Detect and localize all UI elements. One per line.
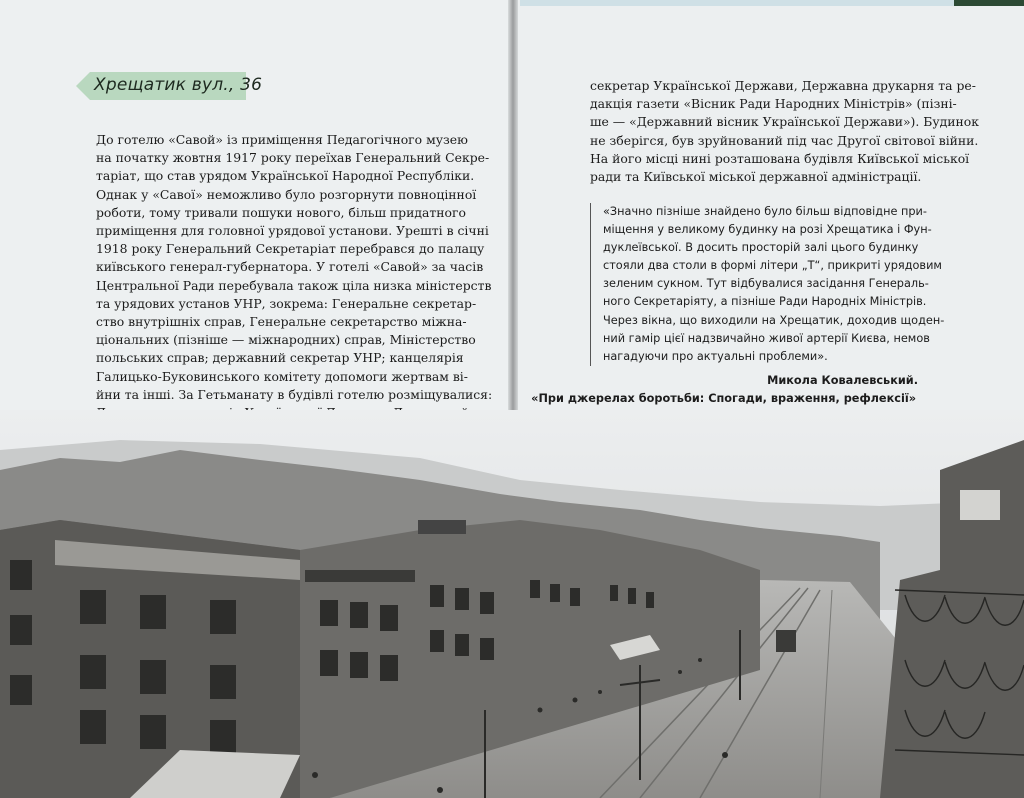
text-line: Галицько-Буковинського комітету допомоги жертвам ві-: [96, 368, 468, 384]
text-line: київського генерал-губернатора. У готелі «Савой» за часів: [96, 259, 484, 275]
text-line: та урядових установ УНР, зокрема: Генеральне секретар-: [96, 295, 477, 311]
text-line: секретар Української Держави, Державна друкарня та ре-: [590, 78, 976, 93]
quote-line: зеленим сукном. Тут відбувалися засідання Генераль-: [603, 277, 929, 291]
quote-line: «Значно пізніше знайдено було більш відповідне при-: [603, 205, 927, 218]
khreshchatyk-street-photo: [0, 410, 1024, 798]
quote-line: дуклеївської. В досить просторій залі цього будинку: [603, 241, 919, 255]
quote-line: нагадуючи про актуальні проблеми».: [603, 349, 828, 363]
quote-line: міщення у великому будинку на розі Хрещатика і Фун-: [603, 223, 932, 237]
text-line: На його місці нині розташована будівля Київської міської: [590, 150, 970, 166]
address-tag-label: Хрещатик вул., 36: [94, 75, 263, 95]
text-line: До готелю «Савой» із приміщення Педагогічного музею: [96, 132, 468, 147]
quote-line: ного Секретаріяту, а пізніше Ради Народніх Міністрів.: [603, 295, 927, 309]
left-paragraph: [96, 131, 493, 422]
quote-author: Микола Ковалевський.: [767, 374, 918, 387]
right-paragraph: [590, 77, 980, 186]
text-line: польських справ; державний секретар УНР; канцелярія: [96, 350, 464, 366]
text-line: ради та Київської міської державної адміністрації.: [590, 169, 922, 185]
text-line: таріат, що став урядом Української Народної Республіки.: [96, 168, 475, 184]
quote-source: «При джерелах боротьби: Спогади, враження, рефлексії»: [531, 392, 916, 405]
text-line: Однак у «Савої» неможливо було розгорнути повноцінної: [96, 186, 477, 202]
quote-line: ний гамір цієї надзвичайно живої артерії Києва, немов: [603, 331, 930, 345]
text-line: ство внутрішніх справ, Генеральне секретарство міжна-: [96, 314, 467, 330]
memoir-quote: [590, 203, 948, 366]
page-edge: [520, 0, 1024, 6]
text-line: дакція газети «Вісник Ради Народних Міністрів» (пізні-: [590, 96, 957, 112]
text-line: ціональних (пізніше — міжнародних) справ, Міністерство: [96, 332, 476, 348]
quote-line: стояли два столи в формі літери „Т“, прикриті урядовим: [603, 259, 942, 273]
text-line: не зберігся, був зруйнований під час Другої світової війни.: [590, 132, 979, 148]
cover-edge: [954, 0, 1024, 6]
text-line: Центральної Ради перебувала також ціла низка міністерств: [96, 277, 492, 293]
text-line: приміщення для головної урядової установи. Урешті в січні: [96, 223, 489, 239]
address-tag: [76, 72, 263, 100]
text-line: роботи, тому тривали пошуки нового, більш придатного: [96, 204, 466, 220]
text-line: на початку жовтня 1917 року переїхав Генеральний Секре-: [96, 150, 490, 166]
text-line: йни та інші. За Гетьманату в будівлі готелю розміщувалися:: [96, 386, 493, 402]
text-line: 1918 року Генеральний Секретаріат перебрався до палацу: [96, 241, 485, 257]
text-line: ше — «Державний вісник Української Держави»). Будинок: [590, 114, 980, 130]
quote-line: Через вікна, що виходили на Хрещатик, доходив щоден-: [603, 313, 945, 327]
